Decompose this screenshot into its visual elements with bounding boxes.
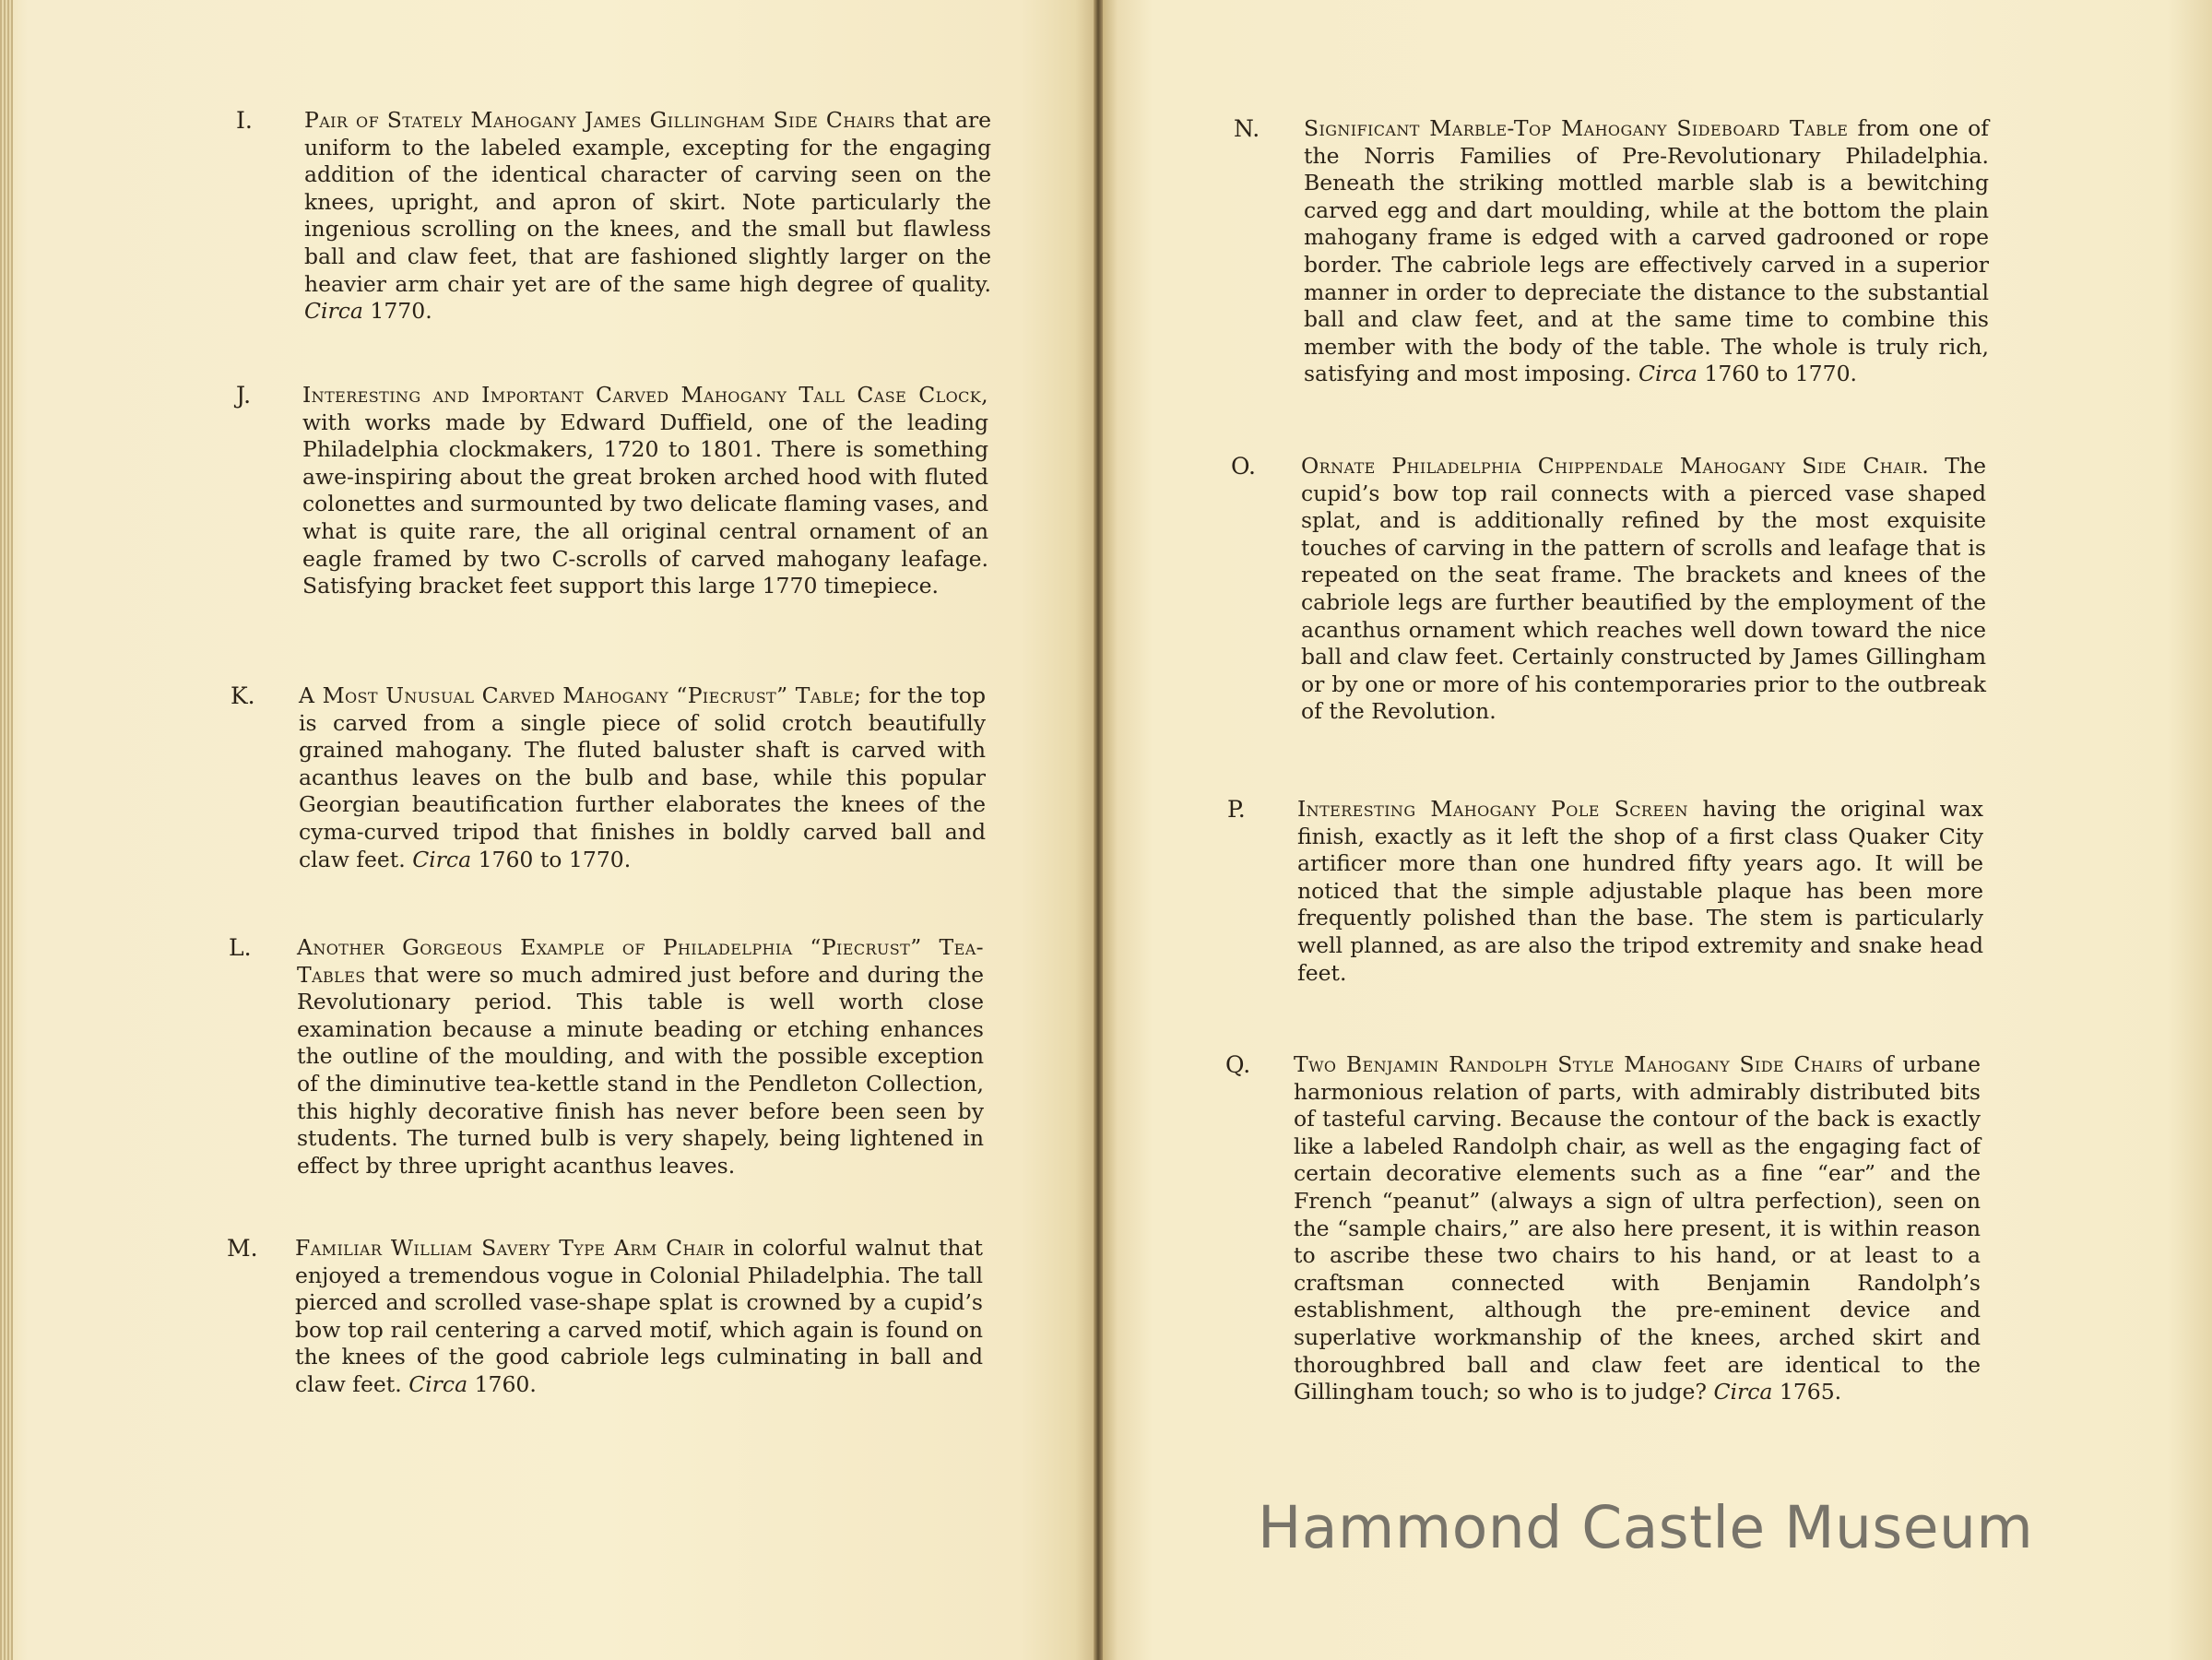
entry-letter: O. xyxy=(1231,453,1256,480)
entry-letter: K. xyxy=(231,682,255,709)
museum-watermark: Hammond Castle Museum xyxy=(1258,1494,2034,1561)
entry-letter: N. xyxy=(1234,115,1260,142)
page-edges xyxy=(0,0,13,1660)
circa-label: Circa xyxy=(412,846,472,872)
entry-text: with works made by Edward Duffield, one of the leading Philadelphia clockmakers, 1720 to 1801. There is something awe-inspiring about the great broken arched hood with fluted colonettes and surmounted by two delicate flaming vases, and what is quite rare, the all original central ornament of an eagle framed by two C-scrolls of carved mahogany leafage. Satisfying bracket feet support this large 1770 timepiece. xyxy=(302,409,988,599)
catalog-entry-l xyxy=(229,934,984,1180)
entry-letter: Q. xyxy=(1225,1051,1251,1078)
entry-text: that were so much admired just before and during the Revolutionary period. This table is well worth close examination because a minute beading or etching enhances the outline of the moulding, and with the possible exception of the diminutive tea-kettle stand in the Pendleton Collection, this highly decorative finish has never before been seen by students. The turned bulb is very shapely, being lightened in effect by three upright acanthus leaves. xyxy=(297,961,984,1179)
catalog-entry-j xyxy=(236,382,988,600)
entry-title: Familiar William Savery Type Arm Chair xyxy=(295,1235,725,1261)
entry-letter: P. xyxy=(1227,796,1246,823)
book-gutter xyxy=(1094,0,1103,1660)
entry-title: Significant Marble-Top Mahogany Sideboard Table xyxy=(1304,115,1849,141)
entry-text: from one of the Norris Families of Pre-Revolutionary Philadelphia. Beneath the striking mottled marble slab is a bewitching carved egg and dart moulding, while at the bottom the plain mahogany frame is edged with a carved gadrooned or rope border. The cabriole legs are effectively carved in a superior manner in order to depreciate the distance to the substantial ball and claw feet, and at the same time to combine this member with the body of the table. The whole is truly rich, satisfying and most imposing. xyxy=(1304,115,1990,387)
entry-letter: L. xyxy=(229,934,252,961)
entry-title: A Most Unusual Carved Mahogany “Piecrust” Table; xyxy=(299,682,862,708)
catalog-entry-i xyxy=(236,107,991,326)
circa-value: 1770. xyxy=(370,298,432,325)
catalog-entry-o xyxy=(1231,453,1986,726)
entry-title: Pair of Stately Mahogany James Gillingham Side Chairs xyxy=(304,107,896,133)
entry-letter: I. xyxy=(236,107,253,134)
entry-letter: M. xyxy=(227,1235,258,1262)
entry-letter: J. xyxy=(236,382,252,409)
entry-title: Another Gorgeous Example of Philadelphia “Piecrust” Tea-Tables xyxy=(297,934,984,988)
circa-label: Circa xyxy=(1638,361,1697,387)
catalog-entry-m xyxy=(227,1235,983,1399)
entry-text: that are uniform to the labeled example, excepting for the engaging addition of the identical character of carving seen on the knees, upright, and apron of skirt. Note particularly the ingenious scrolling on the knees, and the small but flawless ball and claw feet, that are fashioned slightly larger on the heavier arm chair yet are of the same high degree of quality. xyxy=(304,107,991,297)
catalog-entry-q xyxy=(1225,1051,1981,1406)
entry-text: in colorful walnut that enjoyed a tremendous vogue in Colonial Philadelphia. The tall pierced and scrolled vase-shape splat is crowned by a cupid’s bow top rail centering a carved motif, which again is found on the knees of the good cabriole legs culminating in ball and claw feet. xyxy=(295,1235,983,1397)
entry-text: of urbane harmonious relation of parts, with admirably distributed bits of tasteful carving. Because the contour of the back is exactly like a labeled Randolph chair, as well as the engaging fact of certain decorative elements such as a fine “ear” and the French “peanut” (always a sign of ultra perfection), seen on the “sample chairs,” are also here present, it is within reason to ascribe these two chairs to his hand, or at least to a craftsman connected with Benjamin Randolph’s establishment, although the pre-eminent device and superlative workmanship of the knees, arched skirt and thoroughbred ball and claw feet are identical to the Gillingham touch; so who is to judge? xyxy=(1294,1051,1981,1405)
circa-value: 1760 to 1770. xyxy=(478,846,632,872)
circa-label: Circa xyxy=(304,298,363,325)
entry-title: Interesting Mahogany Pole Screen xyxy=(1297,796,1688,822)
catalog-entry-k xyxy=(231,682,987,873)
entry-text: having the original wax finish, exactly as it left the shop of a first class Quaker City artificer more than one hundred fifty years ago. It will be noticed that the simple adjustable plaque has been more frequently polished than the base. The stem is particularly well planned, as are also the tripod extremity and snake head feet. xyxy=(1297,796,1983,986)
circa-value: 1760. xyxy=(474,1370,537,1397)
circa-value: 1765. xyxy=(1779,1379,1842,1405)
circa-value: 1760 to 1770. xyxy=(1704,361,1858,387)
catalog-entry-p xyxy=(1227,796,1983,987)
entry-title: Ornate Philadelphia Chippendale Mahogany Side Chair. xyxy=(1301,453,1930,479)
circa-label: Circa xyxy=(1713,1379,1773,1405)
circa-label: Circa xyxy=(408,1370,468,1397)
catalog-entry-n xyxy=(1234,115,1990,388)
entry-title: Two Benjamin Randolph Style Mahogany Side Chairs xyxy=(1294,1051,1863,1077)
entry-text: for the top is carved from a single piece of solid crotch beautifully grained mahogany. The fluted baluster shaft is carved with acanthus leaves on the bulb and base, while this popular Georgian beautification further elaborates the knees of the cyma-curved tripod that finishes in boldly carved ball and claw feet. xyxy=(299,682,987,872)
entry-title: Interesting and Important Carved Mahogany Tall Case Clock, xyxy=(302,382,988,408)
entry-text: The cupid’s bow top rail connects with a pierced vase shaped splat, and is additionally refined by the most exquisite touches of carving in the pattern of scrolls and leafage that is repeated on the seat frame. The brackets and knees of the cabriole legs are further beautified by the employment of the acanthus ornament which reaches well down toward the nice ball and claw feet. Certainly constructed by James Gillingham or by one or more of his contemporaries prior to the outbreak of the Revolution. xyxy=(1301,453,1986,725)
